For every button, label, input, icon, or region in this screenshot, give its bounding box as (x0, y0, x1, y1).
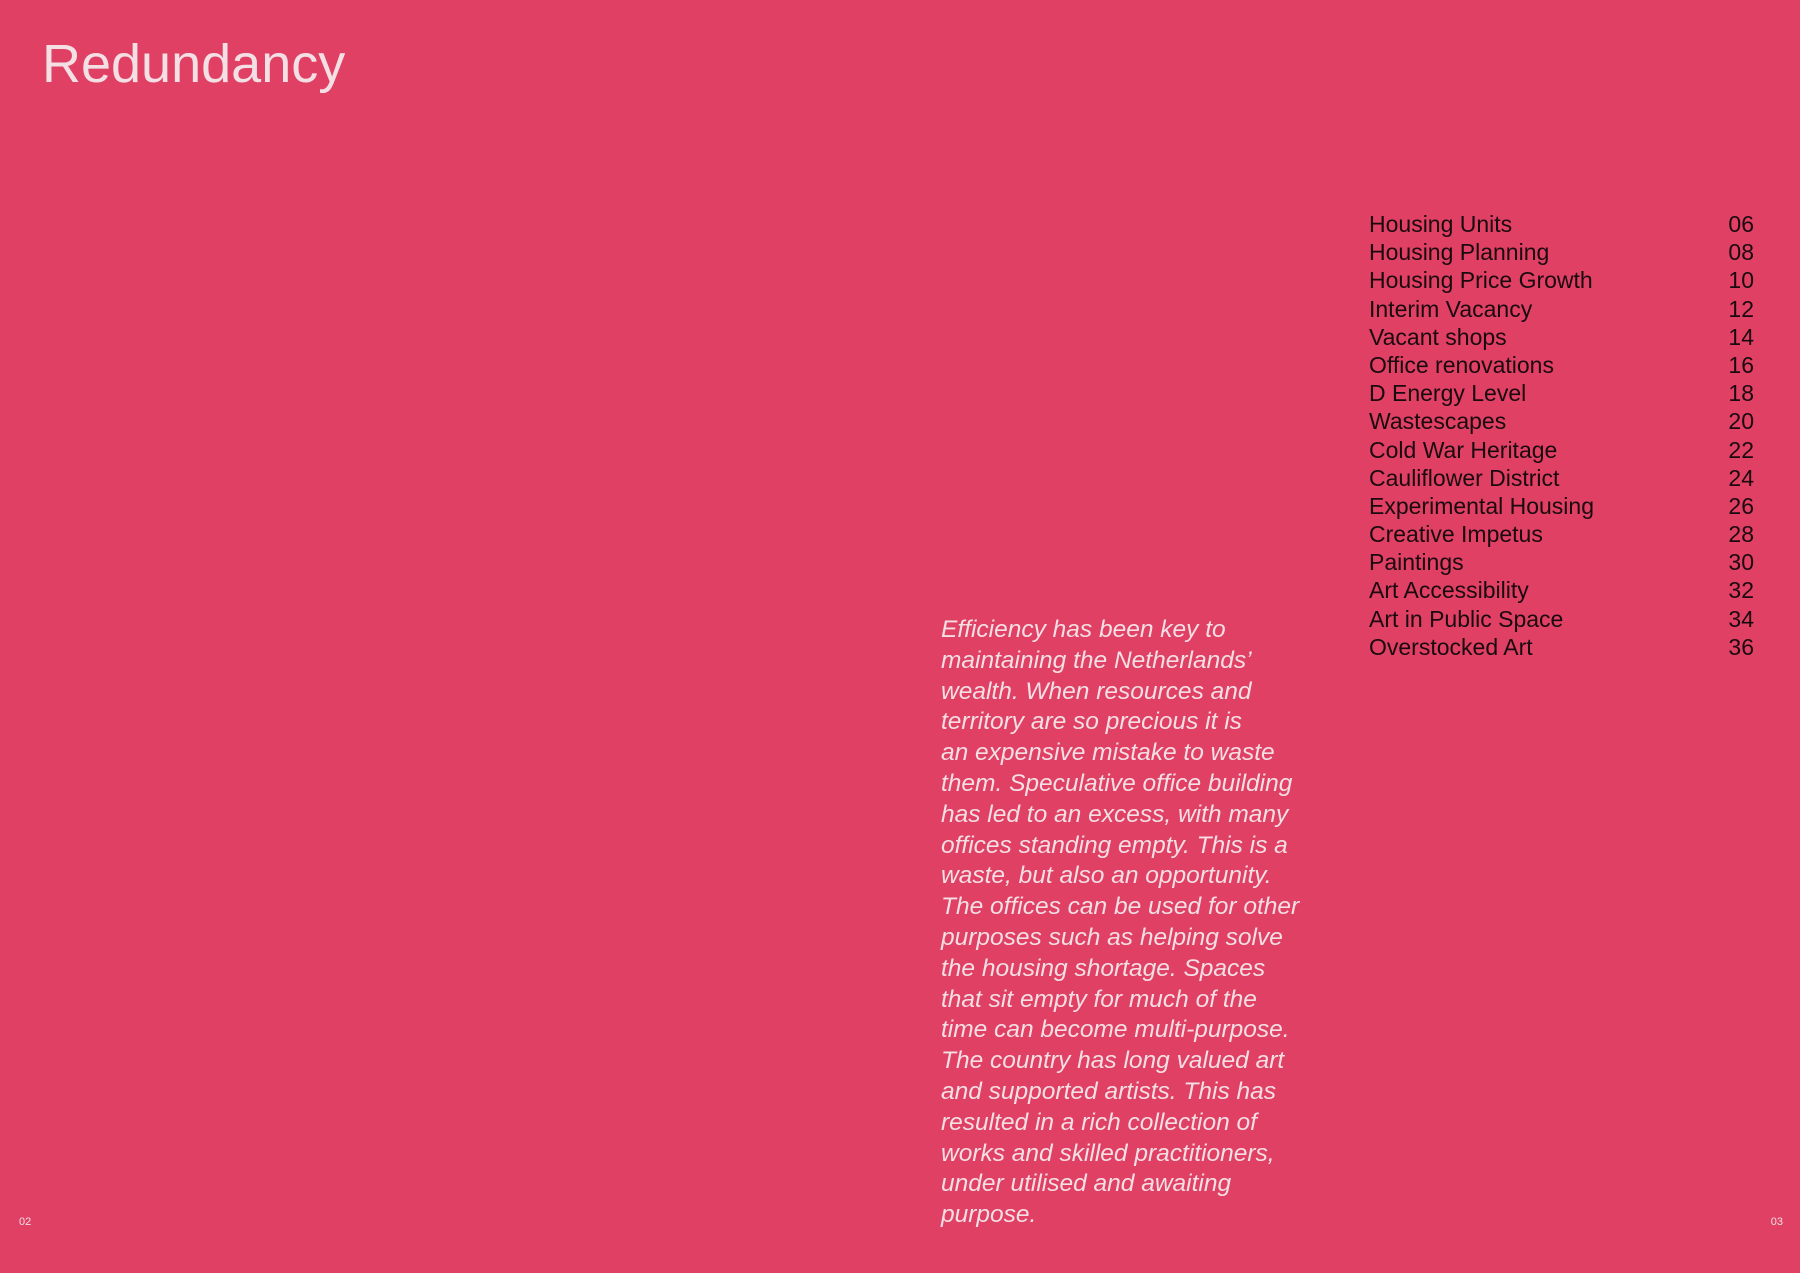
intro-line: wealth. When resources and (941, 677, 1252, 705)
toc-item-label: Art Accessibility (1369, 577, 1529, 604)
toc-item[interactable] (1369, 351, 1754, 379)
toc-item-page: 12 (1728, 295, 1754, 322)
toc-item[interactable] (1369, 520, 1754, 548)
toc-item-label: Paintings (1369, 549, 1464, 576)
intro-line: offices standing empty. This is a (941, 831, 1288, 859)
toc-item-page: 30 (1728, 549, 1754, 576)
toc-item[interactable] (1369, 576, 1754, 604)
toc-item-page: 14 (1728, 323, 1754, 350)
toc-item-page: 36 (1728, 633, 1754, 660)
toc-item-page: 18 (1728, 380, 1754, 407)
intro-line: maintaining the Netherlands’ (941, 646, 1252, 674)
intro-line: that sit empty for much of the (941, 985, 1257, 1013)
toc-item-page: 26 (1728, 492, 1754, 519)
toc-item-page: 34 (1728, 605, 1754, 632)
toc-item-label: Housing Units (1369, 211, 1513, 237)
toc-item-label: Housing Price Growth (1369, 267, 1593, 294)
toc-item-page: 16 (1728, 351, 1754, 378)
toc-item[interactable] (1369, 238, 1754, 266)
toc-item[interactable] (1369, 633, 1754, 661)
intro-line: purpose. (941, 1201, 1037, 1229)
toc-item-page: 22 (1728, 436, 1754, 463)
toc-item-page: 08 (1728, 239, 1754, 266)
toc-item[interactable] (1369, 492, 1754, 520)
toc-item[interactable] (1369, 266, 1754, 294)
toc-item-label: Overstocked Art (1369, 633, 1533, 660)
left-page-number: 02 (19, 1216, 32, 1228)
toc-item[interactable] (1369, 436, 1754, 464)
toc-item-label: Housing Planning (1369, 239, 1550, 266)
toc-item[interactable] (1369, 210, 1754, 238)
toc-item-label: Art in Public Space (1369, 605, 1564, 632)
intro-line: resulted in a rich collection of (941, 1108, 1257, 1136)
toc-item-page: 10 (1728, 267, 1754, 294)
intro-line: under utilised and awaiting (941, 1170, 1232, 1198)
toc-item-label: Experimental Housing (1369, 492, 1595, 519)
toc-item-label: Vacant shops (1369, 323, 1507, 350)
right-page-number: 03 (1770, 1216, 1783, 1228)
toc-item[interactable] (1369, 407, 1754, 435)
toc-item-label: Interim Vacancy (1369, 295, 1533, 322)
toc-item[interactable] (1369, 548, 1754, 576)
intro-line: purposes such as helping solve (941, 923, 1283, 951)
toc-item-label: D Energy Level (1369, 380, 1527, 407)
toc-item-label: Office renovations (1369, 351, 1554, 378)
intro-line: waste, but also an opportunity. (941, 862, 1272, 890)
intro-line: has led to an excess, with many (941, 800, 1289, 828)
toc-item-label: Creative Impetus (1369, 521, 1543, 548)
toc-item[interactable] (1369, 605, 1754, 633)
toc-item-page: 32 (1728, 577, 1754, 604)
toc-item[interactable] (1369, 464, 1754, 492)
toc-item-page: 24 (1728, 464, 1754, 491)
intro-line: The offices can be used for other (941, 893, 1300, 921)
toc-item[interactable] (1369, 295, 1754, 323)
toc-item-label: Cold War Heritage (1369, 436, 1558, 463)
intro-line: Efficiency has been key to (941, 616, 1226, 643)
toc-item[interactable] (1369, 379, 1754, 407)
toc-item-page: 06 (1728, 211, 1754, 237)
intro-line: works and skilled practitioners, (941, 1139, 1275, 1167)
intro-line: the housing shortage. Spaces (941, 954, 1266, 982)
intro-line: them. Speculative office building (941, 769, 1293, 797)
page-title: Redundancy (42, 34, 346, 94)
toc-item-page: 20 (1728, 408, 1754, 435)
toc-item-page: 28 (1728, 521, 1754, 548)
intro-line: time can become multi-purpose. (941, 1016, 1290, 1044)
toc-item-label: Wastescapes (1369, 408, 1507, 435)
intro-line: an expensive mistake to waste (941, 739, 1275, 767)
toc-item[interactable] (1369, 323, 1754, 351)
toc-item-label: Cauliflower District (1369, 464, 1560, 491)
table-of-contents (1369, 210, 1754, 661)
intro-line: territory are so precious it is (941, 708, 1242, 736)
intro-line: The country has long valued art (941, 1047, 1285, 1075)
intro-paragraph (941, 615, 1341, 1231)
intro-line: and supported artists. This has (941, 1077, 1277, 1105)
